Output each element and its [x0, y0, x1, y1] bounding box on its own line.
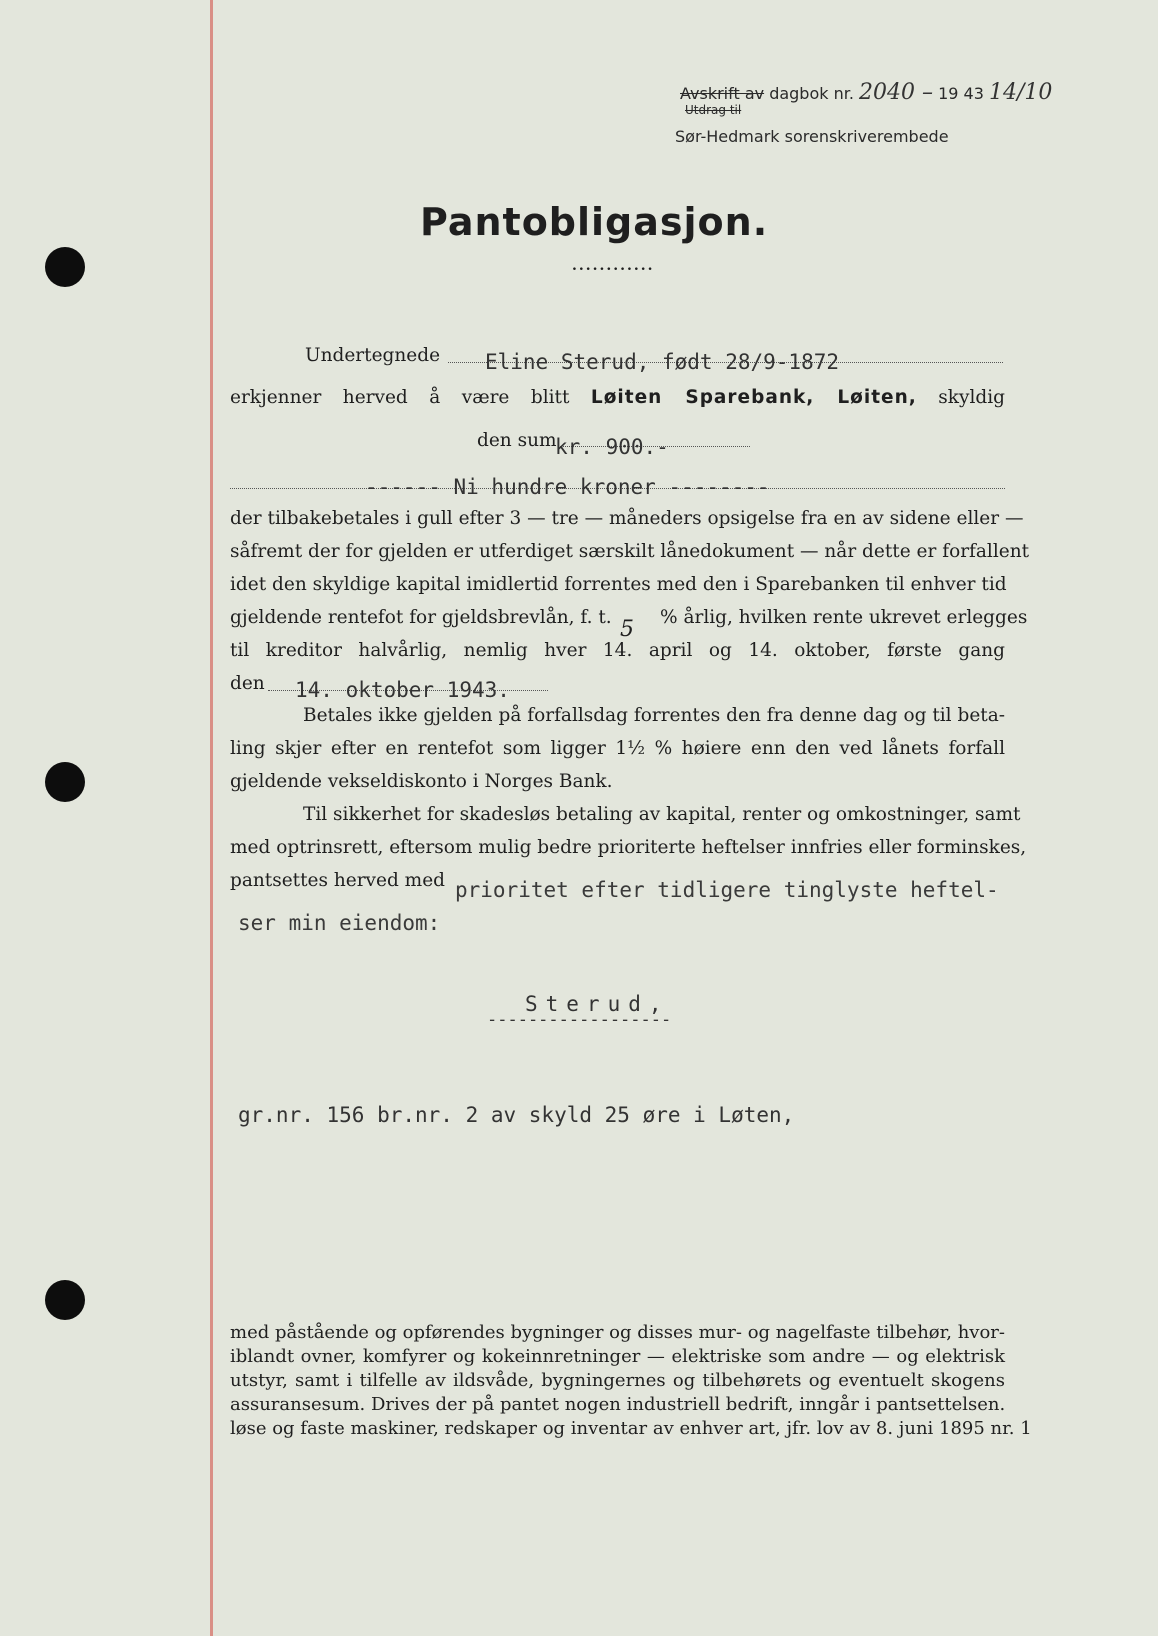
- owing-text: skyldig: [938, 387, 1005, 408]
- punch-hole: [45, 762, 85, 802]
- sum-label: den sum: [477, 430, 557, 451]
- text-line: der tilbakebetales i gull efter 3 — tre — måneders opsigelse fra en av sidene eller —: [230, 508, 1024, 529]
- document-title: Pantobligasjon.: [420, 200, 769, 244]
- priority-line: ser min eiendom:: [238, 911, 441, 935]
- stamp-prefix: Avskrift av: [680, 84, 765, 103]
- property-description: gr.nr. 156 br.nr. 2 av skyld 25 øre i Løten,: [238, 1103, 795, 1127]
- dagbok-stamp: [680, 80, 1052, 105]
- acknowledgement-text: erkjenner herved å være blitt: [230, 387, 570, 408]
- property-underline: ------------------: [487, 1010, 672, 1030]
- text-line: assuransesum. Drives der på pantet nogen industriell bedrift, inngår i pantsettelsen.: [230, 1394, 1006, 1415]
- stamp-dagbok-label: dagbok nr.: [769, 84, 854, 103]
- text-line: med optrinsrett, eftersom mulig bedre prioriterte heftelser innfries eller forminskes,: [230, 837, 1027, 858]
- punch-hole: [45, 247, 85, 287]
- interest-rate: 5: [620, 617, 634, 642]
- first-date-label: den: [230, 673, 265, 694]
- acknowledgement-line: [230, 387, 1005, 408]
- text-line: % årlig, hvilken rente ukrevet erlegges: [660, 607, 1028, 628]
- stamp-office: Sør-Hedmark sorenskriverembede: [675, 127, 949, 146]
- debtor-name: Eline Sterud, født 28/9-1872: [485, 350, 840, 374]
- stamp-year: 19 43: [938, 84, 984, 103]
- text-line: idet den skyldige kapital imidlertid forrentes med den i Sparebanken til enhver tid: [230, 574, 1007, 595]
- amount: kr. 900.-: [555, 435, 669, 459]
- text-line: ling skjer efter en rentefot som ligger 1½ % høiere enn den ved lånets forfall: [230, 738, 1005, 759]
- stamp-dagbok-number: 2040 –: [859, 80, 934, 105]
- text-line: såfremt der for gjelden er utferdiget særskilt lånedokument — når dette er forfallent: [230, 541, 1030, 562]
- text-line: Betales ikke gjelden på forfallsdag forrentes den fra denne dag og til beta-: [303, 705, 1005, 726]
- stamp-date: 14/10: [989, 80, 1053, 105]
- text-line: med påstående og opførendes bygninger og disses mur- og nagelfaste tilbehør, hvor-: [230, 1322, 1005, 1343]
- text-line: løse og faste maskiner, redskaper og inventar av enhver art, jfr. lov av 8. juni 1895 nr. 1: [230, 1418, 1032, 1439]
- text-line: gjeldende vekseldiskonto i Norges Bank.: [230, 771, 613, 792]
- punch-hole: [45, 1280, 85, 1320]
- text-line: til kreditor halvårlig, nemlig hver 14. april og 14. oktober, første gang: [230, 640, 1005, 661]
- first-payment-date: 14. oktober 1943.: [295, 678, 510, 702]
- text-line: pantsettes herved med: [230, 870, 446, 891]
- priority-line: prioritet efter tidligere tinglyste heftel-: [455, 878, 999, 902]
- undersigned-label: Undertegnede: [305, 345, 441, 366]
- margin-rule: [210, 0, 213, 1636]
- text-line: gjeldende rentefot for gjeldsbrevlån, f. t.: [230, 607, 612, 628]
- property-name: Sterud,: [525, 992, 670, 1016]
- bank-name: Løiten Sparebank, Løiten,: [590, 387, 917, 408]
- amount-words: ------ Ni hundre kroner --------: [365, 475, 770, 499]
- text-line: iblandt ovner, komfyrer og kokeinnretninger — elektriske som andre — og elektrisk: [230, 1346, 1005, 1367]
- text-line: utstyr, samt i tilfelle av ildsvåde, bygningernes og tilbehørets og eventuelt skogens: [230, 1370, 1005, 1391]
- stamp-subline: Utdrag til: [685, 103, 742, 117]
- title-dots: ............: [572, 258, 655, 274]
- text-line: Til sikkerhet for skadesløs betaling av kapital, renter og omkostninger, samt: [303, 804, 1021, 825]
